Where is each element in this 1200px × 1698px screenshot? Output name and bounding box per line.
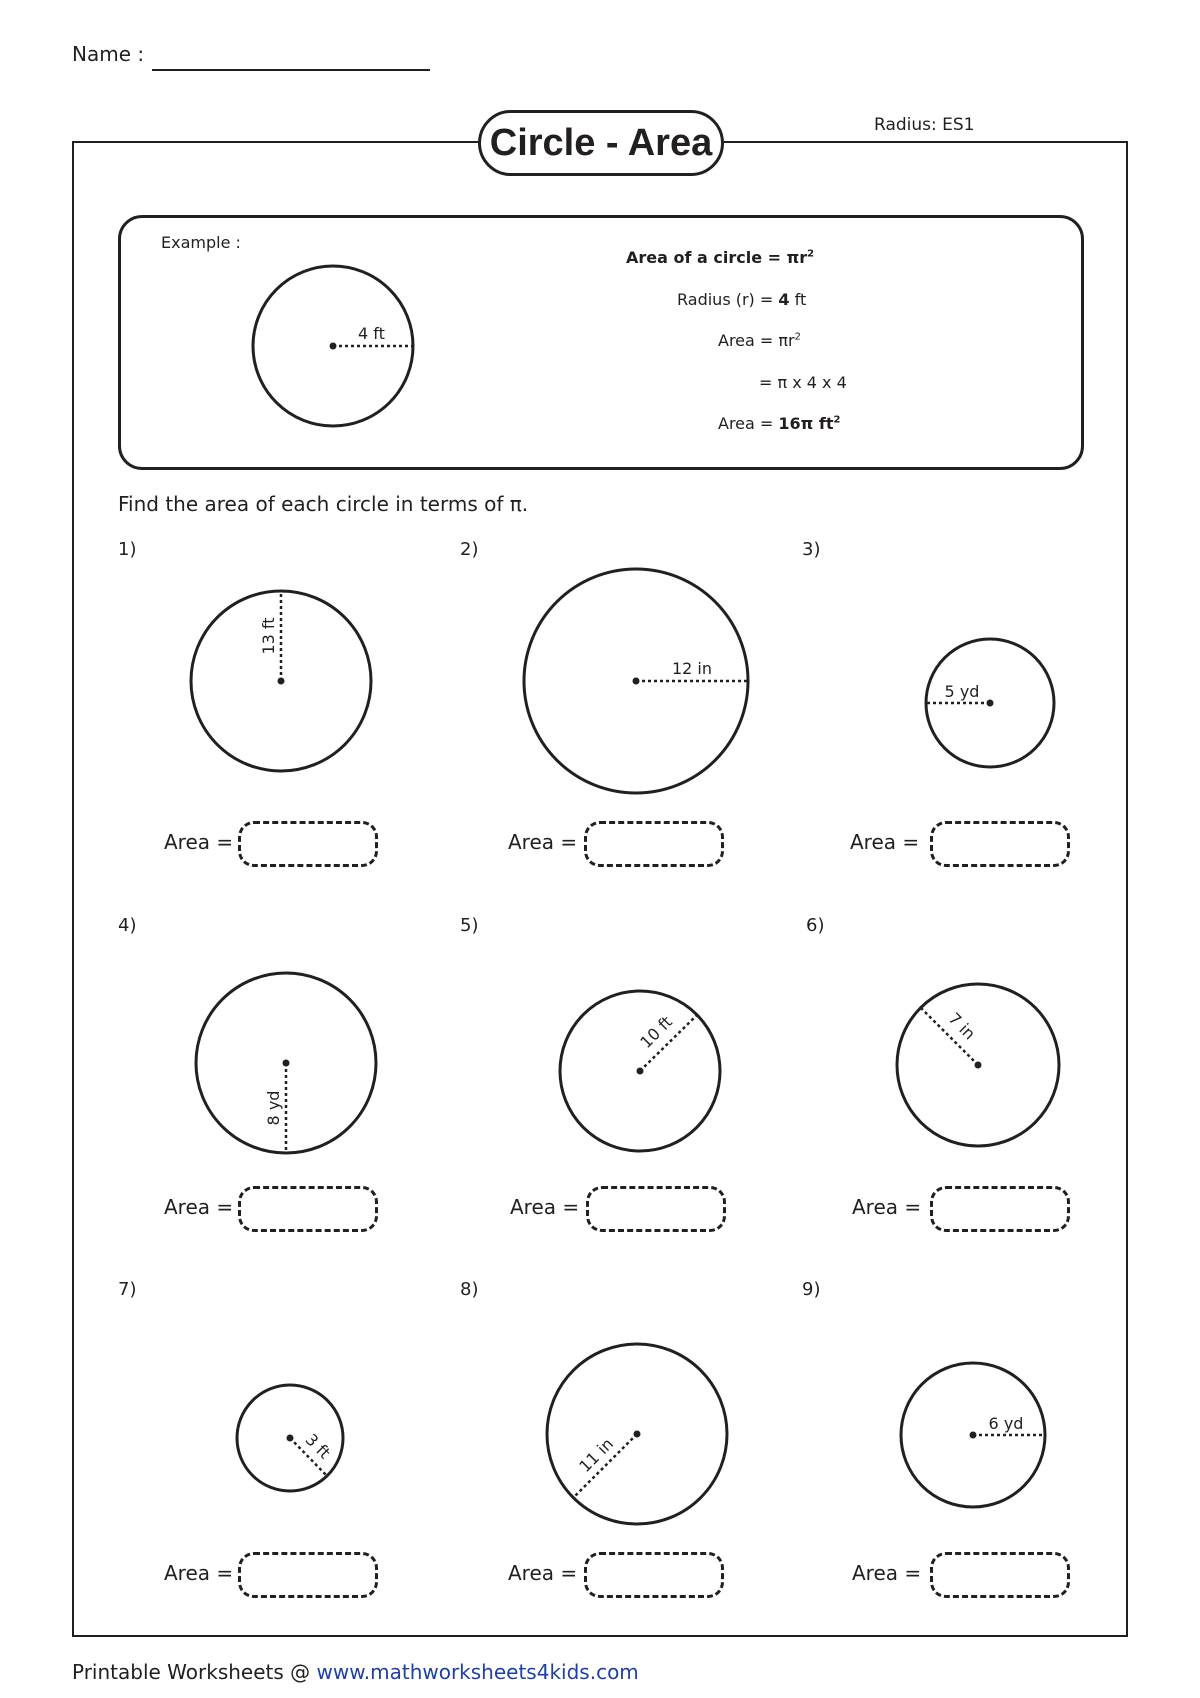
center-dot [634,1431,641,1438]
radius-label: 6 yd [988,1414,1024,1433]
problem-6-circle [897,984,1059,1146]
example-radius-line: Radius (r) = 4 ft [677,290,807,309]
radius-label: 13 ft [259,617,278,655]
area-label: Area = [510,1195,580,1219]
footer-link[interactable]: www.mathworksheets4kids.com [316,1660,639,1684]
area-label: Area = [164,830,234,854]
example-label: Example : [161,233,241,252]
area-label: Area = [852,1561,922,1585]
center-dot [633,678,640,685]
example-circle-figure [253,266,413,426]
page-title: Circle - Area [478,110,724,176]
problem-9-circle [901,1363,1045,1507]
problem-number: 5) [460,915,479,936]
problem-8-circle [547,1344,727,1524]
problem-5-circle [560,991,720,1151]
formula-title: Area of a circle = $\pi r^2$ [626,248,815,267]
problem-number: 2) [460,539,479,560]
problem-number: 8) [460,1279,479,1300]
center-dot [975,1062,982,1069]
center-dot [987,700,994,707]
area-label: Area = [852,1195,922,1219]
problem-number: 7) [118,1279,137,1300]
problem-7-circle [237,1385,343,1491]
problem-number: 1) [118,539,137,560]
radius-label: 11 in [575,1434,617,1476]
center-dot [283,1060,290,1067]
problem-number: 3) [802,539,821,560]
footer [72,1660,639,1684]
radius-label: 7 in [944,1008,980,1044]
problem-1-circle [191,591,371,771]
radius-label: 8 yd [264,1090,283,1126]
radius-label: 12 in [671,659,713,678]
area-label: Area = [164,1195,234,1219]
footer-prefix: Printable Worksheets @ [72,1660,317,1684]
area-label: Area = [164,1561,234,1585]
radius-label: 10 ft [636,1012,676,1052]
problem-number: 9) [802,1279,821,1300]
example-substitution: = π x 4 x 4 [759,373,847,392]
example-center-dot [330,343,337,350]
problem-4-circle [196,973,376,1153]
name-label: Name : [72,42,145,66]
problem-3-circle [926,639,1054,767]
instructions: Find the area of each circle in terms of π. [118,492,529,516]
example-radius-label: 4 ft [358,324,385,343]
radius-label: 5 yd [944,682,980,701]
center-dot [637,1068,644,1075]
problem-2-circle [524,569,748,793]
worksheet-code: Radius: ES1 [874,115,975,135]
center-dot [278,678,285,685]
center-dot [970,1432,977,1439]
center-dot [287,1435,294,1442]
example-result: Area = 16π $ft^2$ [718,414,841,433]
problem-number: 6) [806,915,825,936]
area-label: Area = [508,830,578,854]
example-area-formula: Area = $\pi r^2$ [718,331,801,350]
area-label: Area = [508,1561,578,1585]
area-label: Area = [850,830,920,854]
problem-number: 4) [118,915,137,936]
radius-label: 3 ft [301,1429,335,1463]
